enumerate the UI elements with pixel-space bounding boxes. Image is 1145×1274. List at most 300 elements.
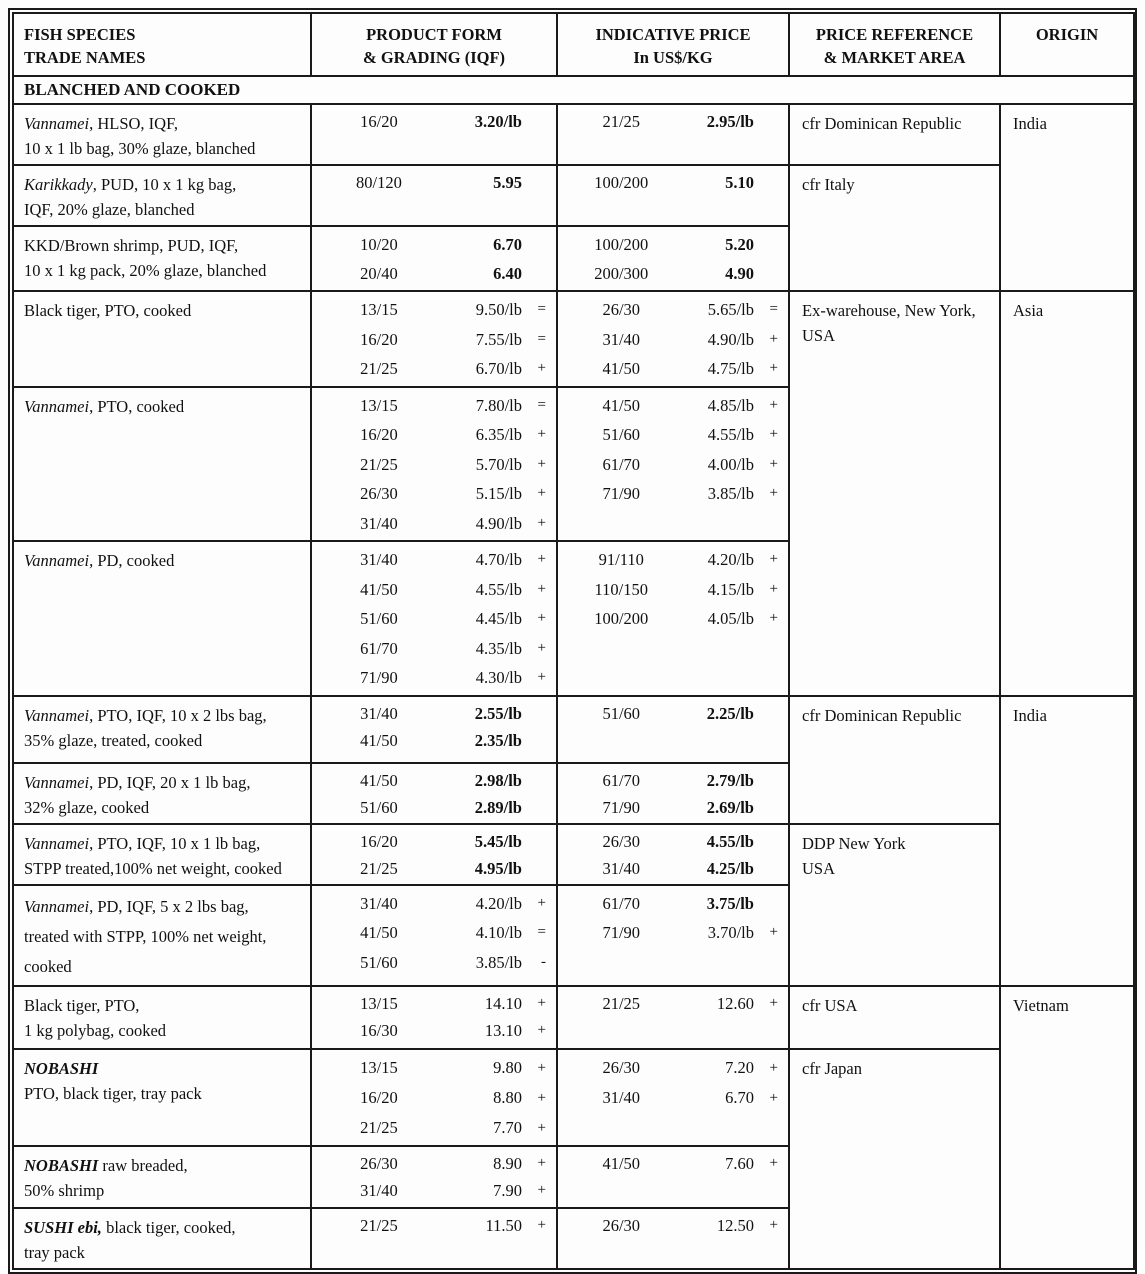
species-cell — [13, 387, 311, 542]
grade-value: 71/90 — [602, 923, 641, 942]
market-area-cell: cfr Italy — [789, 165, 1000, 291]
species-line — [24, 1018, 304, 1043]
price-value: 2.95/lb — [706, 112, 754, 131]
grade-value: 26/30 — [602, 1057, 641, 1077]
grade-value: 31/40 — [360, 703, 398, 723]
trend-marker: + — [769, 580, 778, 597]
trend-marker: + — [537, 455, 546, 472]
grading-price-line — [318, 1212, 548, 1239]
trend-marker — [522, 169, 548, 196]
grading-price-line — [564, 230, 780, 259]
trend-marker: = — [769, 301, 778, 317]
grade-value: 16/20 — [360, 831, 398, 851]
price-value: 8.90 — [493, 1153, 522, 1173]
price-value: 7.60 — [725, 1153, 754, 1173]
price-value: 5.10 — [725, 173, 754, 192]
grading-price-line — [564, 889, 780, 919]
grade-value: 71/90 — [602, 797, 641, 817]
species-text: , PTO, IQF, 10 x 1 lb bag, — [89, 833, 261, 853]
species-text: Vannamei — [24, 772, 90, 792]
species-text: Vannamei, — [24, 551, 94, 570]
indicative-price-cell — [557, 885, 789, 986]
grade-value: 71/90 — [360, 668, 398, 687]
grading-price-line — [318, 1113, 548, 1143]
price-value: 5.65/lb — [707, 300, 754, 319]
trend-marker: + — [537, 610, 546, 626]
indicative-price-cell — [557, 986, 789, 1049]
grade-value: 41/50 — [602, 395, 641, 415]
grading-price-line — [564, 354, 780, 384]
price-value: 2.98/lb — [474, 770, 522, 790]
price-value: 7.20 — [725, 1057, 754, 1077]
species-text: , HLSO, IQF, — [89, 114, 179, 133]
indicative-price-cell — [557, 1208, 789, 1269]
grading-price-line — [318, 230, 548, 259]
trend-marker: + — [769, 485, 778, 501]
table-row — [13, 1049, 1134, 1146]
col-header-indicative-price: INDICATIVE PRICE In US$/KG — [557, 13, 789, 76]
trend-marker: + — [769, 994, 778, 1011]
species-text: , PD, IQF, 20 x 1 lb bag, — [89, 772, 251, 792]
form-grading-cell — [311, 165, 557, 226]
grading-price-line — [318, 545, 548, 575]
grade-value: 26/30 — [602, 300, 641, 319]
species-cell — [13, 763, 311, 824]
species-text: Vannamei — [24, 896, 90, 916]
species-text: 32% glaze, cooked — [24, 797, 150, 817]
col-header-price-reference: PRICE REFERENCE & MARKET AREA — [789, 13, 1000, 76]
grade-value: 13/15 — [360, 993, 398, 1013]
grade-value: 41/50 — [602, 359, 641, 378]
grade-value: 26/30 — [602, 831, 641, 851]
trend-marker: + — [537, 894, 546, 911]
species-text: SUSHI ebi, — [24, 1217, 102, 1237]
form-grading-cell — [311, 387, 557, 542]
species-text: Black tiger, PTO, — [24, 995, 140, 1015]
grade-value: 16/20 — [360, 112, 398, 131]
grading-price-line — [564, 450, 780, 480]
price-value: 4.20/lb — [707, 550, 754, 569]
trend-marker: - — [541, 953, 546, 970]
species-line — [24, 1081, 304, 1106]
trend-marker — [754, 259, 780, 288]
grade-value: 41/50 — [360, 770, 398, 790]
species-cell — [13, 541, 311, 696]
price-value: 6.70 — [725, 1087, 754, 1107]
section-title: BLANCHED AND COOKED — [13, 76, 1134, 104]
grade-value: 41/50 — [360, 579, 398, 599]
trend-marker — [522, 794, 548, 821]
price-value: 4.20/lb — [475, 893, 522, 913]
price-value: 7.55/lb — [475, 329, 522, 349]
species-text: Vannamei — [24, 114, 90, 133]
grading-price-line — [318, 948, 548, 978]
price-table — [12, 12, 1135, 1270]
grading-price-line — [318, 828, 548, 855]
price-value: 4.90/lb — [707, 329, 754, 349]
price-value: 4.90 — [725, 264, 754, 283]
species-text: Black tiger, PTO, cooked — [24, 301, 192, 320]
grading-price-line — [318, 767, 548, 794]
table-row — [13, 824, 1134, 885]
trend-marker: = — [537, 301, 546, 317]
grade-value: 71/90 — [602, 484, 641, 503]
price-value: 9.50/lb — [475, 300, 522, 319]
section-header-row — [13, 76, 1134, 104]
trend-marker: + — [769, 551, 778, 567]
grade-value: 41/50 — [602, 1153, 641, 1173]
trend-marker: + — [537, 1059, 546, 1076]
price-value: 4.90/lb — [475, 513, 522, 533]
grade-value: 100/200 — [594, 609, 649, 628]
trend-marker: + — [769, 1089, 778, 1106]
species-cell — [13, 104, 311, 165]
form-grading-cell — [311, 763, 557, 824]
species-text: 10 x 1 kg pack, 20% glaze, blanched — [24, 261, 267, 280]
grade-value: 51/60 — [360, 952, 398, 972]
market-area-cell: cfr Japan — [789, 1049, 1000, 1269]
table-row — [13, 986, 1134, 1049]
grading-price-line — [318, 420, 548, 450]
grade-value: 80/120 — [356, 173, 402, 192]
trend-marker — [754, 855, 780, 882]
form-grading-cell — [311, 824, 557, 885]
price-value: 4.25/lb — [706, 858, 754, 878]
trend-marker: = — [537, 330, 546, 347]
table-row — [13, 165, 1134, 226]
grade-value: 31/40 — [602, 858, 641, 878]
species-cell — [13, 885, 311, 986]
price-value: 4.05/lb — [707, 609, 754, 628]
species-text: treated with STPP, 100% net weight, — [24, 926, 267, 946]
species-line — [24, 1240, 304, 1265]
trend-marker: + — [537, 580, 546, 597]
species-text: Vannamei — [24, 705, 90, 725]
indicative-price-cell — [557, 696, 789, 763]
price-value: 5.95 — [493, 173, 522, 192]
species-cell — [13, 696, 311, 763]
grading-price-line — [318, 634, 548, 664]
price-value: 2.35/lb — [474, 730, 522, 750]
trend-marker — [522, 700, 548, 727]
market-area-cell: cfr Dominican Republic — [789, 104, 1000, 165]
species-cell — [13, 291, 311, 387]
grade-value: 26/30 — [360, 484, 398, 503]
trend-marker — [754, 794, 780, 821]
trend-marker: + — [537, 1154, 546, 1171]
price-value: 6.40 — [493, 264, 522, 283]
market-area-cell: cfr USA — [789, 986, 1000, 1049]
trend-marker — [522, 828, 548, 855]
grading-price-line — [564, 1150, 780, 1177]
grading-price-line — [318, 575, 548, 605]
price-value: 3.85/lb — [475, 952, 522, 972]
trend-marker: + — [769, 360, 778, 376]
grade-value: 100/200 — [594, 173, 649, 192]
species-line — [24, 993, 304, 1018]
price-value: 14.10 — [484, 993, 522, 1013]
trend-marker: + — [537, 1021, 546, 1038]
grade-value: 61/70 — [360, 638, 398, 658]
trend-marker: + — [537, 426, 546, 442]
trend-marker: + — [769, 924, 778, 940]
price-value: 5.20 — [725, 235, 754, 254]
price-value: 11.50 — [485, 1215, 522, 1235]
origin-cell: India — [1000, 104, 1134, 291]
grade-value: 31/40 — [360, 893, 398, 913]
market-area-cell: Ex-warehouse, New York, USA — [789, 291, 1000, 696]
species-line — [24, 197, 304, 222]
grading-price-line — [318, 1053, 548, 1083]
trend-marker — [754, 230, 780, 259]
species-text: Vannamei — [24, 833, 90, 853]
grading-price-line — [318, 889, 548, 919]
grade-value: 26/30 — [360, 1153, 398, 1173]
price-value: 2.55/lb — [474, 703, 522, 723]
trend-marker: + — [769, 1216, 778, 1233]
indicative-price-cell — [557, 1146, 789, 1208]
price-value: 12.50 — [716, 1215, 754, 1235]
price-value: 4.00/lb — [707, 454, 754, 474]
trend-marker — [754, 828, 780, 855]
grading-price-line — [318, 1150, 548, 1177]
trend-marker: + — [769, 330, 778, 347]
trend-marker: + — [537, 669, 546, 685]
trend-marker: = — [537, 396, 546, 413]
trend-marker: + — [537, 485, 546, 501]
price-value: 3.85/lb — [707, 484, 754, 503]
grading-price-line — [318, 700, 548, 727]
grade-value: 16/20 — [360, 329, 398, 349]
indicative-price-cell — [557, 763, 789, 824]
species-text: Vannamei — [24, 396, 90, 416]
species-cell — [13, 986, 311, 1049]
price-value: 4.75/lb — [707, 359, 754, 378]
species-line — [24, 1153, 304, 1178]
species-text: tray pack — [24, 1242, 85, 1262]
species-line — [24, 1215, 304, 1240]
grading-price-line — [318, 325, 548, 355]
table-row — [13, 291, 1134, 387]
price-value: 6.35/lb — [475, 425, 522, 444]
species-line — [24, 728, 304, 753]
grade-value: 51/60 — [602, 425, 641, 444]
price-value: 4.35/lb — [475, 638, 522, 658]
grading-price-line — [318, 509, 548, 539]
price-value: 5.15/lb — [475, 484, 522, 503]
species-text: STPP treated,100% net weight, cooked — [24, 858, 282, 878]
grading-price-line — [564, 918, 780, 948]
grading-price-line — [318, 354, 548, 384]
price-value: 3.75/lb — [706, 893, 754, 913]
grading-price-line — [318, 169, 548, 196]
trend-marker — [522, 855, 548, 882]
form-grading-cell — [311, 226, 557, 291]
form-grading-cell — [311, 885, 557, 986]
grading-price-line — [318, 295, 548, 325]
species-text: , PD, IQF, 5 x 2 lbs bag, — [89, 896, 249, 916]
grade-value: 20/40 — [360, 264, 398, 283]
price-value: 2.25/lb — [706, 703, 754, 723]
grading-price-line — [318, 918, 548, 948]
grading-price-line — [318, 1177, 548, 1204]
species-cell — [13, 1208, 311, 1269]
indicative-price-cell — [557, 387, 789, 542]
species-text: NOBASHI — [24, 1155, 99, 1175]
grading-price-line — [564, 259, 780, 288]
species-line — [24, 1056, 304, 1081]
price-value: 7.70 — [493, 1117, 522, 1137]
grading-price-line — [564, 1083, 780, 1113]
grading-price-line — [318, 391, 548, 421]
species-text: cooked — [24, 956, 72, 976]
grading-price-line — [564, 604, 780, 634]
species-line — [24, 831, 304, 856]
species-text: PTO, black tiger, tray pack — [24, 1083, 202, 1103]
grade-value: 16/30 — [360, 1020, 398, 1040]
grade-value: 31/40 — [360, 550, 398, 569]
trend-marker: + — [769, 610, 778, 626]
price-value: 3.70/lb — [707, 923, 754, 942]
origin-cell: Vietnam — [1000, 986, 1134, 1269]
trend-marker — [522, 230, 548, 259]
trend-marker — [754, 108, 780, 135]
price-value: 4.85/lb — [707, 395, 754, 415]
species-line — [24, 922, 304, 952]
species-line — [24, 233, 304, 258]
price-value: 4.70/lb — [475, 550, 522, 569]
grade-value: 100/200 — [594, 235, 649, 254]
price-value: 8.80 — [493, 1087, 522, 1107]
grade-value: 61/70 — [602, 454, 641, 474]
grading-price-line — [564, 794, 780, 821]
species-line — [24, 703, 304, 728]
species-text: PD, cooked — [93, 551, 175, 570]
price-value: 4.15/lb — [707, 579, 754, 599]
trend-marker: + — [537, 514, 546, 531]
origin-cell: Asia — [1000, 291, 1134, 696]
grade-value: 51/60 — [360, 609, 398, 628]
trend-marker: + — [537, 639, 546, 656]
indicative-price-cell — [557, 104, 789, 165]
species-text: 10 x 1 lb bag, 30% glaze, blanched — [24, 139, 256, 158]
form-grading-cell — [311, 541, 557, 696]
trend-marker — [754, 767, 780, 794]
form-grading-cell — [311, 1208, 557, 1269]
grade-value: 26/30 — [602, 1215, 641, 1235]
trend-marker — [522, 727, 548, 754]
indicative-price-cell — [557, 226, 789, 291]
col-header-fish-species: FISH SPECIES TRADE NAMES — [13, 13, 311, 76]
species-line — [24, 258, 304, 283]
header-row — [13, 13, 1134, 76]
grading-price-line — [564, 295, 780, 325]
species-text: NOBASHI — [24, 1058, 99, 1078]
grading-price-line — [564, 767, 780, 794]
form-grading-cell — [311, 1049, 557, 1146]
species-line — [24, 548, 304, 573]
price-value: 2.79/lb — [706, 770, 754, 790]
grade-value: 16/20 — [360, 425, 398, 444]
species-cell — [13, 824, 311, 885]
species-cell — [13, 226, 311, 291]
trend-marker — [522, 767, 548, 794]
grading-price-line — [564, 420, 780, 450]
species-text: black tiger, cooked, — [101, 1217, 236, 1237]
species-line — [24, 856, 304, 881]
grade-value: 13/15 — [360, 300, 398, 319]
price-value: 12.60 — [716, 993, 754, 1013]
indicative-price-cell — [557, 1049, 789, 1146]
price-value: 6.70 — [493, 235, 522, 254]
species-line — [24, 136, 304, 161]
trend-marker: + — [537, 1119, 546, 1136]
price-value: 6.70/lb — [475, 359, 522, 378]
grading-price-line — [564, 479, 780, 509]
price-value: 4.45/lb — [475, 609, 522, 628]
grade-value: 21/25 — [360, 454, 398, 474]
grading-price-line — [318, 663, 548, 693]
species-line — [24, 892, 304, 922]
grading-price-line — [564, 855, 780, 882]
grade-value: 21/25 — [602, 993, 641, 1013]
form-grading-cell — [311, 986, 557, 1049]
species-cell — [13, 165, 311, 226]
price-value: 9.80 — [493, 1057, 522, 1077]
price-value: 4.95/lb — [474, 858, 522, 878]
species-text: , PTO, cooked — [89, 396, 185, 416]
grading-price-line — [318, 450, 548, 480]
species-text: raw breaded, — [98, 1155, 188, 1175]
grading-price-line — [318, 855, 548, 882]
species-line — [24, 1178, 304, 1203]
grade-value: 31/40 — [602, 1087, 641, 1107]
grading-price-line — [318, 990, 548, 1017]
species-text: , PTO, IQF, 10 x 2 lbs bag, — [89, 705, 267, 725]
form-grading-cell — [311, 291, 557, 387]
grading-price-line — [318, 479, 548, 509]
species-text: KKD/Brown shrimp, PUD, IQF, — [24, 236, 239, 255]
price-value: 4.55/lb — [706, 831, 754, 851]
price-value: 2.69/lb — [706, 797, 754, 817]
grading-price-line — [564, 108, 780, 135]
grading-price-line — [564, 169, 780, 196]
indicative-price-cell — [557, 165, 789, 226]
grade-value: 21/25 — [360, 1117, 398, 1137]
table-row — [13, 104, 1134, 165]
trend-marker: + — [769, 455, 778, 472]
trend-marker: + — [769, 396, 778, 413]
grade-value: 41/50 — [360, 923, 398, 942]
species-line — [24, 172, 304, 197]
origin-cell: India — [1000, 696, 1134, 986]
price-value: 4.55/lb — [475, 579, 522, 599]
indicative-price-cell — [557, 291, 789, 387]
grading-price-line — [564, 1212, 780, 1239]
price-value: 2.89/lb — [474, 797, 522, 817]
col-header-product-form: PRODUCT FORM & GRADING (IQF) — [311, 13, 557, 76]
grade-value: 91/110 — [598, 550, 644, 569]
species-line — [24, 298, 304, 323]
table-row — [13, 696, 1134, 763]
grading-price-line — [564, 391, 780, 421]
species-line — [24, 770, 304, 795]
form-grading-cell — [311, 1146, 557, 1208]
price-value: 4.10/lb — [475, 923, 522, 942]
grading-price-line — [318, 794, 548, 821]
price-value: 7.80/lb — [475, 395, 522, 415]
trend-marker: + — [537, 1216, 546, 1233]
